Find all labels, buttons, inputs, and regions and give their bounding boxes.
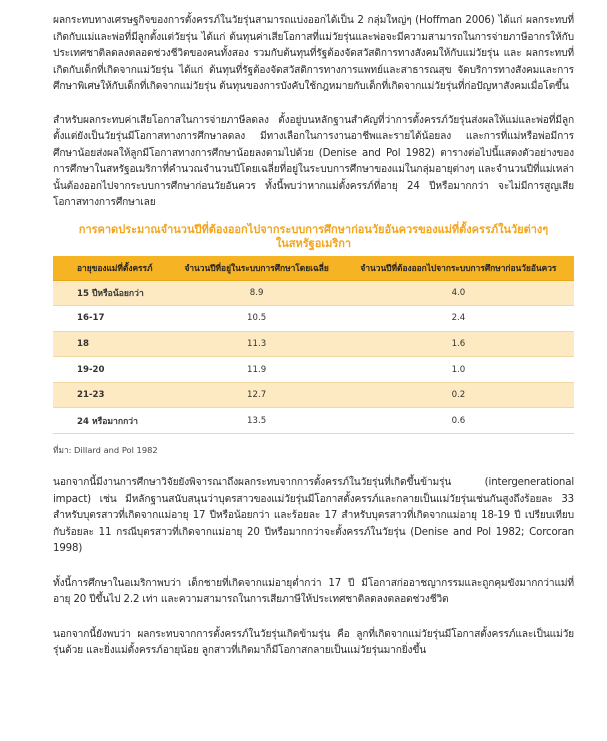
cell-avg-years: 13.5 [170,408,343,434]
table-row [53,280,574,306]
paragraph-cross-generation: นอกจากนี้ยังพบว่า ผลกระทบจากการตั้งครรภ์ในวัยรุ่นเกิดข้ามรุ่น คือ ลูกที่เกิดจากแม่วัยรุ่นมีโอกาสตั้งครรภ์และเป็นแม่วัยรุ่นด้วย และยิ่งแม่ตั้งครรภ์อายุน้อย ลูกสาวที่เกิดมาก็มีโอกาสกลายเป็นแม่วัยรุ่นมากยิ่งขึ้น [53,628,574,657]
header-mother-age: อายุของแม่ที่ตั้งครรภ์ [53,256,170,281]
cell-years-lost: 1.6 [343,331,574,357]
education-years-table [53,256,574,435]
header-years-lost: จำนวนปีที่ต้องออกไปจากระบบการศึกษาก่อนวัยอันควร [343,256,574,281]
paragraph-economic-impact: ผลกระทบทางเศรษฐกิจของการตั้งครรภ์ในวัยรุ่นสามารถแบ่งออกได้เป็น 2 กลุ่มใหญ่ๆ (Hoffman 2006) ได้แก่ ผลกระทบที่เกิดกับแม่และพ่อที่มีลูกตั้งแต่วัยรุ่น ได้แก่ ต้นทุนค่าเสียโอกาสที่แม่วัยรุ่นและพ่อจะมีความสามารถในการจ่ายภาษีอากรให้กับประเทศชาติลดลงตลอดช่วงชีวิตของคนทั้งสอง รวมกับต้นทุนที่รัฐต้องจัดสวัสดิการทางสังคมให้กับแม่วัยรุ่น และ ผลกระทบที่เกิดกับเด็กที่เกิดจากแม่วัยรุ่น ได้แก่ ต้นทุนที่รัฐต้องจัดสวัสดิการทางการแพทย์และสาธารณสุข จัดบริการทางสังคมและการศึกษาพิเศษให้กับเด็กที่เกิดจากแม่วัยรุ่น ต้นทุนของการบังคับใช้กฎหมายกับเด็กที่เกิดจากแม่วัยรุ่นที่ก่อปัญหาสังคมเมื่อโตขึ้น [53,15,574,92]
cell-avg-years: 11.3 [170,331,343,357]
paragraph-opportunity-cost: สำหรับผลกระทบค่าเสียโอกาสในการจ่ายภาษีลดลง ตั้งอยู่บนหลักฐานสำคัญที่ว่าการตั้งครรภ์วัยรุ่นส่งผลให้แม่และพ่อที่มีลูกตั้งแต่ยังเป็นวัยรุ่นมีโอกาสทางการศึกษาลดลง มีทางเลือกในการงานอาชีพและรายได้น้อยลง และการที่แม่หรือพ่อมีการศึกษาน้อยส่งผลให้ลูกมีโอกาสทางการศึกษาน้อยลงตามไปด้วย (Denise and Pol 1982) ตารางต่อไปนี้แสดงตัวอย่างของการศึกษาในสหรัฐอเมริกาที่คำนวณจำนวนปีโดยเฉลี่ยที่อยู่ในระบบการศึกษาของแม่ในกลุ่มอายุต่างๆ และจำนวนปีที่แม่เหล่านั้นต้องออกไปจากระบบการศึกษาก่อนวัยอันควร ทั้งนี้พบว่าหากแม่ตั้งครรภ์ที่อายุ 24 ปีหรือมากกว่า จะไม่มีการสูญเสียโอกาสทางการศึกษาเลย [53,114,574,208]
cell-avg-years: 12.7 [170,382,343,408]
cell-years-lost: 0.6 [343,408,574,434]
table-row [53,331,574,357]
table-source: ที่มา: Dillard and Pol 1982 [53,445,158,456]
table-row [53,306,574,332]
cell-age: 24 หรือมากกว่า [53,408,170,434]
cell-age: 15 ปีหรือน้อยกว่า [53,280,170,306]
table-header-row [53,256,574,281]
paragraph-crime-study: ทั้งนี้การศึกษาในอเมริกาพบว่า เด็กชายที่เกิดจากแม่อายุต่ำกว่า 17 ปี มีโอกาสก่ออาชญากรรมและถูกคุมขังมากกว่าแม่ที่อายุ 20 ปีขึ้นไป 2.2 เท่า และความสามารถในการเสียภาษีให้ประเทศชาติลดลงตลอดช่วงชีวิต [53,577,574,606]
cell-avg-years: 10.5 [170,306,343,332]
document-page [53,13,574,660]
cell-years-lost: 1.0 [343,357,574,383]
cell-years-lost: 4.0 [343,280,574,306]
cell-age: 16-17 [53,306,170,332]
cell-age: 21-23 [53,382,170,408]
table-row [53,357,574,383]
cell-years-lost: 0.2 [343,382,574,408]
table-row [53,408,574,434]
cell-avg-years: 11.9 [170,357,343,383]
cell-years-lost: 2.4 [343,306,574,332]
table-row [53,382,574,408]
header-avg-years: จำนวนปีที่อยู่ในระบบการศึกษาโดยเฉลี่ย [170,256,343,281]
cell-age: 19-20 [53,357,170,383]
cell-avg-years: 8.9 [170,280,343,306]
paragraph-intergenerational: นอกจากนี้มีงานการศึกษาวิจัยยังพิจารณาถึงผลกระทบจากการตั้งครรภ์ในวัยรุ่นที่เกิดขึ้นข้ามรุ่น (intergenerational impact) เช่น มีหลักฐานสนับสนุนว่าบุตรสาวของแม่วัยรุ่นมีโอกาสตั้งครรภ์และกลายเป็นแม่วัยรุ่นเช่นกันสูงถึงร้อยละ 33 สำหรับบุตรสาวที่เกิดจากแม่อายุ 17 ปีหรือน้อยกว่า และร้อยละ 17 สำหรับบุตรสาวที่เกิดจากแม่อายุ 18-19 ปี เปรียบเทียบกับร้อยละ 11 กรณีบุตรสาวที่เกิดจากแม่อายุ 20 ปีหรือมากกว่าจะตั้งครรภ์ในวัยรุ่น (Denise and Pol 1982; Corcoran 1998) [53,477,574,555]
table-title: การคาดประมาณจำนวนปีที่ต้องออกไปจากระบบการศึกษาก่อนวัยอันควรของแม่ที่ตั้งครรภ์ในวัยต่างๆ ในสหรัฐอเมริกา [78,222,549,250]
cell-age: 18 [53,331,170,357]
